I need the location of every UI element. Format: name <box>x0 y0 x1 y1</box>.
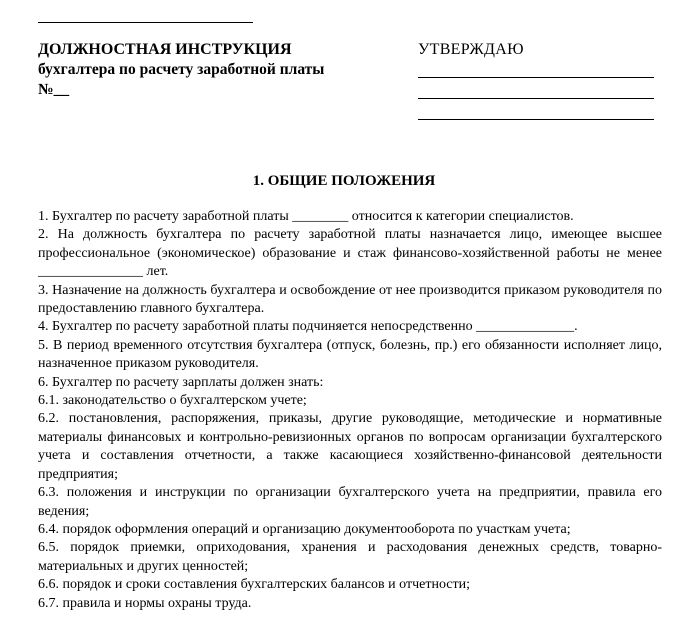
approval-signature-line-3 <box>418 119 654 120</box>
document-title-block <box>38 40 324 100</box>
paragraph-6: 6. Бухгалтер по расчету зарплаты должен знать: <box>38 374 324 390</box>
paragraph-6-4: 6.4. порядок оформления операций и организацию документооборота по участкам учета; <box>38 521 571 537</box>
paragraph-6-6: 6.6. порядок и сроки составления бухгалтерских балансов и отчетности; <box>38 577 471 593</box>
paragraph-2: 2. На должность бухгалтера по расчету заработной платы назначается лицо, имеющее высшее профессиональное (экономическое) образование и стаж финансово-хозяйственной работы не менее _______________ лет. <box>38 227 662 280</box>
document-title: ДОЛЖНОСТНАЯ ИНСТРУКЦИЯ <box>38 41 292 58</box>
paragraph-6-5: 6.5. порядок приемки, оприходования, хранения и расходования денежных средств, товарно-материальных и других ценностей; <box>38 540 662 574</box>
approval-signature-line-1 <box>418 77 654 78</box>
paragraph-5: 5. В период временного отсутствия бухгалтера (отпуск, болезнь, пр.) его обязанности исполняет лицо, назначенное приказом руководителя. <box>38 337 662 372</box>
approval-signature-line-2 <box>418 98 654 99</box>
approval-block <box>418 40 654 120</box>
section-title: 1. ОБЩИЕ ПОЛОЖЕНИЯ <box>252 173 436 189</box>
document-body <box>38 208 662 613</box>
paragraph-6-3: 6.3. положения и инструкции по организации бухгалтерского учета на предприятии, правила его ведения; <box>38 485 662 519</box>
top-signature-line <box>38 22 253 23</box>
document-subtitle: бухгалтера по расчету заработной платы <box>38 61 325 78</box>
paragraph-6-2: 6.2. постановления, распоряжения, приказы, другие руководящие, методические и нормативные материалы финансовых и контрольно-ревизионных органов по вопросам организации бухгалтерского учета и составления отчетности, а также касающиеся хозяйственно-финансовой деятельности предприятия; <box>38 411 662 482</box>
paragraph-6-7: 6.7. правила и нормы охраны труда. <box>38 595 252 611</box>
document-number: №__ <box>38 81 70 98</box>
approve-label: УТВЕРЖДАЮ <box>418 41 524 58</box>
paragraph-1: 1. Бухгалтер по расчету заработной платы ________ относится к категории специалистов. <box>38 209 574 224</box>
paragraph-4: 4. Бухгалтер по расчету заработной платы подчиняется непосредственно ______________. <box>38 319 578 335</box>
paragraph-6-1: 6.1. законодательство о бухгалтерском учете; <box>38 393 307 409</box>
paragraph-3: 3. Назначение на должность бухгалтера и освобождение от нее производится приказом руководителя по предоставлению главного бухгалтера. <box>38 282 662 317</box>
